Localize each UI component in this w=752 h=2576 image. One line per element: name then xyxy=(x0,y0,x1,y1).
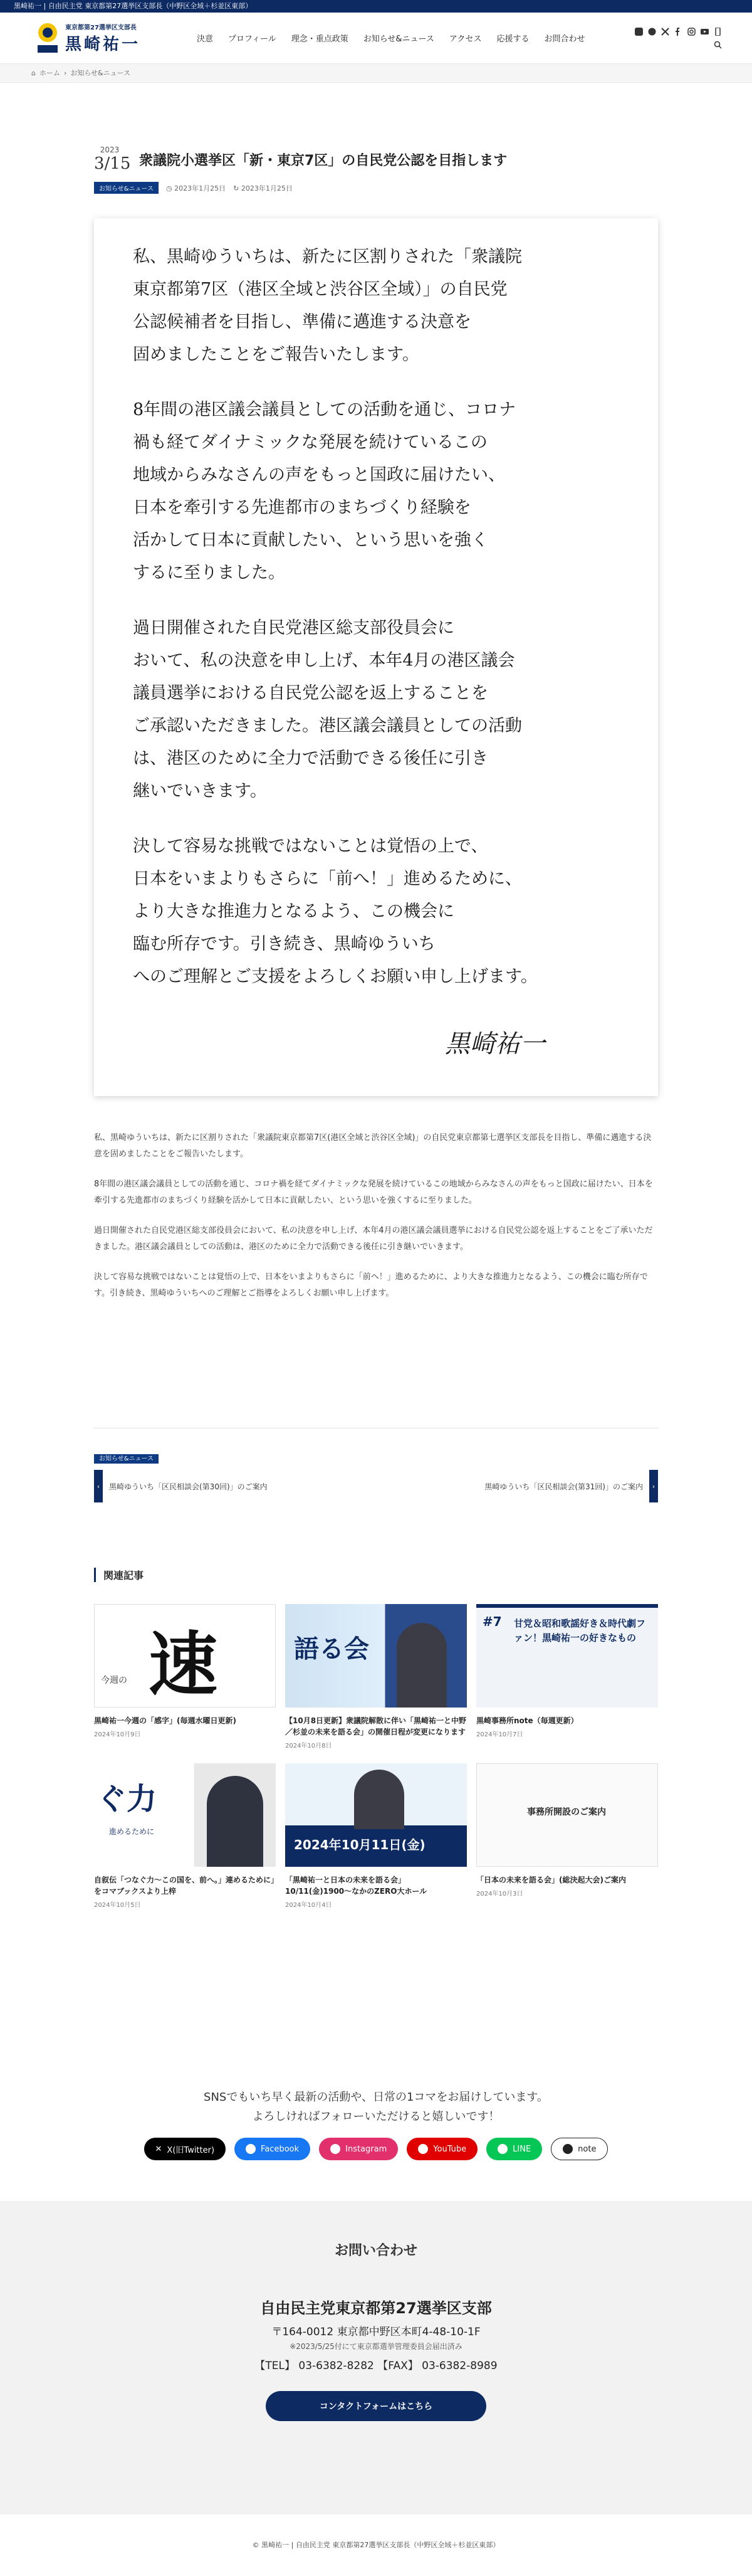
post-category-tag[interactable]: お知らせ&ニュース xyxy=(94,1454,159,1464)
letter-signature: 黒崎祐一 xyxy=(445,1030,545,1058)
letter-line: 過日開催された自民党港区総支部役員会に xyxy=(133,618,454,638)
line-icon[interactable] xyxy=(635,28,643,36)
facebook-icon[interactable] xyxy=(674,28,682,36)
sns-button-note[interactable] xyxy=(551,2138,608,2160)
site-logo[interactable] xyxy=(35,21,140,55)
letter-line: 議員選挙における自民党公認を返上することを xyxy=(133,684,488,703)
body-paragraph: 8年間の港区議会議員としての活動を通じ、コロナ禍を経てダイナミックな発展を続けているこの地域からみなさんの声をもっと国政に届けたい、日本を牽引する先進都市のまちづくり経験を活かして日本に貢献したい、という思いを強くするに至りました。 xyxy=(94,1180,653,1205)
thumb-photo xyxy=(207,1776,263,1867)
related-card[interactable] xyxy=(285,1604,467,1750)
refresh-icon: ↻ xyxy=(233,184,241,193)
letter-line: 継いでいきます。 xyxy=(133,781,267,801)
letter-line: 私、黒崎ゆういちは、新たに区割りされた「衆議院 xyxy=(133,247,522,267)
handwritten-letter xyxy=(94,218,658,1096)
breadcrumb xyxy=(0,64,752,83)
post-pager xyxy=(94,1470,658,1502)
related-card[interactable] xyxy=(476,1763,658,1909)
sns-button-line[interactable] xyxy=(486,2138,542,2160)
x-icon: ✕ xyxy=(155,2144,162,2154)
related-title: 【10月8日更新】衆議院解散に伴い「黒崎祐一と中野／杉並の未来を語る会」の開催日程が変更になります xyxy=(285,1716,467,1736)
nav-item-contact[interactable]: お問合わせ xyxy=(544,34,585,44)
logo-party-label: 東京都第27選挙区支部長 xyxy=(65,24,137,31)
related-thumb xyxy=(285,1763,467,1867)
letter-line: 地域からみなさんの声をもっと国政に届けたい、 xyxy=(133,465,505,485)
site-footer xyxy=(0,2515,752,2576)
chevron-right-icon: › xyxy=(649,1470,658,1502)
related-date: 2024年10月8日 xyxy=(285,1743,332,1750)
line-icon xyxy=(498,2144,508,2154)
site-header xyxy=(0,13,752,64)
related-thumb xyxy=(285,1604,467,1708)
nav-item-support[interactable]: 応援する xyxy=(496,34,530,44)
contact-note: ※2023/5/25付にて東京都選挙管理委員会届出済み xyxy=(290,2342,462,2351)
letter-line: 日本をいまよりもさらに「前へ！」進めるために、 xyxy=(133,869,522,889)
sns-button-label: YouTube xyxy=(433,2144,467,2154)
updated-date: ↻ 2023年1月25日 xyxy=(233,184,293,193)
nav-item-profile[interactable]: プロフィール xyxy=(228,34,276,44)
note-icon[interactable] xyxy=(648,28,656,36)
nav-item-news[interactable]: お知らせ&ニュース xyxy=(363,34,434,44)
sns-lead-line: SNSでもいち早く最新の活動や、日常の1コマをお届けしています。 xyxy=(204,2091,548,2104)
letter-line: 固めましたことをご報告いたします。 xyxy=(133,345,419,364)
nav-item-policy[interactable]: 理念・重点政策 xyxy=(291,34,348,44)
main-nav xyxy=(197,32,585,44)
sns-button-facebook[interactable] xyxy=(234,2138,310,2160)
home-icon: ⌂ xyxy=(31,68,36,77)
letter-line: 臨む所存です。引き続き、黒崎ゆういち xyxy=(133,934,436,954)
phone-icon[interactable] xyxy=(714,28,722,36)
related-heading: 関連記事 xyxy=(94,1568,144,1582)
sns-button-label: LINE xyxy=(513,2144,531,2154)
post-year: 2023 xyxy=(100,145,120,154)
letter-line: 決して容易な挑戦ではないことは覚悟の上で、 xyxy=(133,837,488,856)
chevron-left-icon: ‹ xyxy=(94,1470,103,1502)
next-post-link[interactable] xyxy=(484,1470,658,1502)
related-card[interactable] xyxy=(94,1604,276,1750)
article xyxy=(94,145,658,1909)
copyright: © 黒崎祐一 | 自由民主党 東京都第27選挙区支部長（中野区全域＋杉並区東部） xyxy=(252,2541,500,2549)
letter-line: 禍も経てダイナミックな発展を続けているこの xyxy=(133,433,488,452)
note-icon xyxy=(563,2144,573,2154)
related-card[interactable] xyxy=(94,1763,276,1909)
related-title: 黒崎祐一今週の「感字」(毎週水曜日更新) xyxy=(94,1716,236,1725)
contact-form-button[interactable]: コンタクトフォームはこちら xyxy=(266,2391,486,2421)
post-date-box xyxy=(94,145,131,173)
related-date: 2024年10月3日 xyxy=(476,1891,523,1898)
contact-section xyxy=(0,2201,752,2515)
sns-lead-line: よろしければフォローいただけると嬉しいです！ xyxy=(252,2109,500,2123)
x-icon[interactable] xyxy=(661,28,669,36)
sns-button-instagram[interactable] xyxy=(319,2138,398,2160)
facebook-icon xyxy=(246,2144,256,2154)
thumb-text: 甘党＆昭和歌謡好き＆時代劇ファン！黒崎祐一の好きなもの xyxy=(514,1618,646,1644)
related-thumb xyxy=(476,1763,658,1867)
sns-buttons xyxy=(0,2138,752,2160)
post-meta xyxy=(94,182,658,194)
search-icon[interactable] xyxy=(714,41,722,49)
letter-line: 東京都第7区（港区全域と渋谷区全域）」の自民党 xyxy=(133,280,508,299)
sns-section xyxy=(0,2088,752,2160)
clock-icon: ◷ xyxy=(166,184,175,193)
letter-line: 日本を牽引する先進都市のまちづくり経験を xyxy=(133,498,471,517)
letter-line: おいて、私の決意を申し上げ、本年4月の港区議会 xyxy=(133,651,515,670)
thumb-text: 事務所開設のご案内 xyxy=(527,1807,606,1817)
related-card[interactable] xyxy=(285,1763,467,1909)
body-paragraph: 過日開催された自民党港区総支部役員会において、私の決意を申し上げ、本年4月の港区議会議員選挙における自民党公認を返上することをご了承いただきました。港区議会議員としての活動は、港区のために全力で活動できる後任に引き継いでいきます。 xyxy=(94,1226,653,1252)
letter-line: 公認候補者を目指し、準備に邁進する決意を xyxy=(133,312,471,332)
top-announcement-bar xyxy=(0,0,752,13)
sns-button-x[interactable] xyxy=(144,2138,226,2160)
related-date: 2024年10月9日 xyxy=(94,1731,141,1738)
sns-button-label: note xyxy=(578,2144,597,2154)
sns-lead xyxy=(0,2088,752,2126)
instagram-icon xyxy=(330,2144,340,2154)
youtube-icon[interactable] xyxy=(701,28,709,36)
related-posts xyxy=(94,1604,658,1909)
related-title: 黒崎事務所note（毎週更新） xyxy=(476,1716,578,1725)
letter-line: するに至りました。 xyxy=(133,563,285,583)
post-title: 衆議院小選挙区「新・東京7区」の自民党公認を目指します xyxy=(139,153,508,169)
thumb-sub: 進めるために xyxy=(109,1827,155,1836)
letter-line: より大きな推進力となるよう、この機会に xyxy=(133,902,454,921)
sns-button-youtube[interactable] xyxy=(407,2138,478,2160)
sns-button-label: X(旧Twitter) xyxy=(167,2145,215,2155)
header-social-links xyxy=(635,28,722,36)
related-title: 「黒崎祐一と日本の未来を語る会」10/11(金)1900〜なかのZERO大ホール xyxy=(285,1876,427,1896)
thumb-photo xyxy=(354,1770,404,1829)
thumb-photo xyxy=(397,1623,447,1708)
thumb-text: 2024年10月11日(金) xyxy=(294,1837,426,1852)
thumb-text: 語る会 xyxy=(294,1635,369,1664)
post-month-day: 3/15 xyxy=(94,154,131,173)
related-title: 「日本の未来を語る会」(総決起大会)ご案内 xyxy=(476,1876,626,1884)
breadcrumb-category[interactable]: お知らせ&ニュース xyxy=(70,68,131,77)
thumb-text: 速 xyxy=(149,1624,217,1705)
nav-item-resolve[interactable]: 決意 xyxy=(197,34,214,44)
next-post-title: 黒崎ゆういち「区民相談会(第31回)」のご案内 xyxy=(484,1482,643,1491)
thumb-sub: #7 xyxy=(483,1614,502,1629)
related-date: 2024年10月4日 xyxy=(285,1902,332,1909)
related-card[interactable] xyxy=(476,1604,658,1750)
letter-line: 活かして日本に貢献したい、という思いを強く xyxy=(133,531,488,550)
thumb-sub: 今週の xyxy=(101,1676,127,1686)
breadcrumb-separator: › xyxy=(63,68,67,77)
post-body xyxy=(94,1130,658,1316)
nav-item-access[interactable]: アクセス xyxy=(449,34,482,44)
related-thumb xyxy=(94,1763,276,1867)
related-date: 2024年10月5日 xyxy=(94,1902,141,1909)
contact-tel-fax: 【TEL】 03-6382-8282 【FAX】 03-6382-8989 xyxy=(254,2360,498,2372)
party-emblem-icon xyxy=(35,21,60,55)
published-date: ◷ 2023年1月25日 xyxy=(166,184,226,193)
contact-heading: お問い合わせ xyxy=(334,2243,417,2259)
topbar-text: 黒崎祐一 | 自由民主党 東京都第27選挙区支部長（中野区全域＋杉並区東部） xyxy=(14,2,253,10)
sns-button-label: Instagram xyxy=(345,2144,387,2154)
logo-candidate-name: 黒崎祐一 xyxy=(65,34,141,54)
sns-button-label: Facebook xyxy=(261,2144,300,2154)
letter-line: ご承認いただきました。港区議会議員としての活動 xyxy=(133,716,522,736)
related-thumb xyxy=(94,1604,276,1708)
letter-line: は、港区のために全力で活動できる後任に引き xyxy=(133,749,488,768)
contact-address: 〒164-0012 東京都中野区本町4-48-10-1F xyxy=(271,2326,481,2338)
contact-org: 自由民主党東京都第27選挙区支部 xyxy=(260,2299,492,2317)
body-paragraph: 決して容易な挑戦ではないことは覚悟の上で、日本をいまよりもさらに「前へ！」進めるために、より大きな推進力となるよう、この機会に臨む所存です。引き続き、黒崎ゆういちへのご理解とご指導をよろしくお願い申し上げます。 xyxy=(94,1272,648,1298)
related-date: 2024年10月7日 xyxy=(476,1731,523,1738)
related-title: 自叙伝「つなぐ力〜この国を、前へ。」連めるために」をコマブックスより上梓 xyxy=(94,1876,275,1896)
post-footer xyxy=(94,1428,658,1463)
prev-post-title: 黒崎ゆういち「区民相談会(第30回)」のご案内 xyxy=(109,1482,268,1491)
letter-line: 8年間の港区議会議員としての活動を通じ、コロナ xyxy=(133,400,516,420)
breadcrumb-home[interactable]: ホーム xyxy=(39,68,60,77)
youtube-icon xyxy=(418,2144,428,2154)
body-paragraph: 私、黒崎ゆういちは、新たに区割りされた「衆議院東京都第7区(港区全域と渋谷区全域)」の自民党東京都第七選挙区支部長を目指し、準備に邁進する決意を固めましたことをご報告いたします。 xyxy=(94,1133,652,1159)
thumb-text: ぐ力 xyxy=(97,1782,157,1817)
instagram-icon[interactable] xyxy=(687,28,696,36)
prev-post-link[interactable] xyxy=(94,1470,268,1502)
handwritten-letter-image xyxy=(94,218,658,1096)
related-thumb xyxy=(476,1604,658,1708)
post-category-badge[interactable]: お知らせ&ニュース xyxy=(94,182,159,194)
letter-line: へのご理解とご支援をよろしくお願い申し上げます。 xyxy=(133,967,538,986)
